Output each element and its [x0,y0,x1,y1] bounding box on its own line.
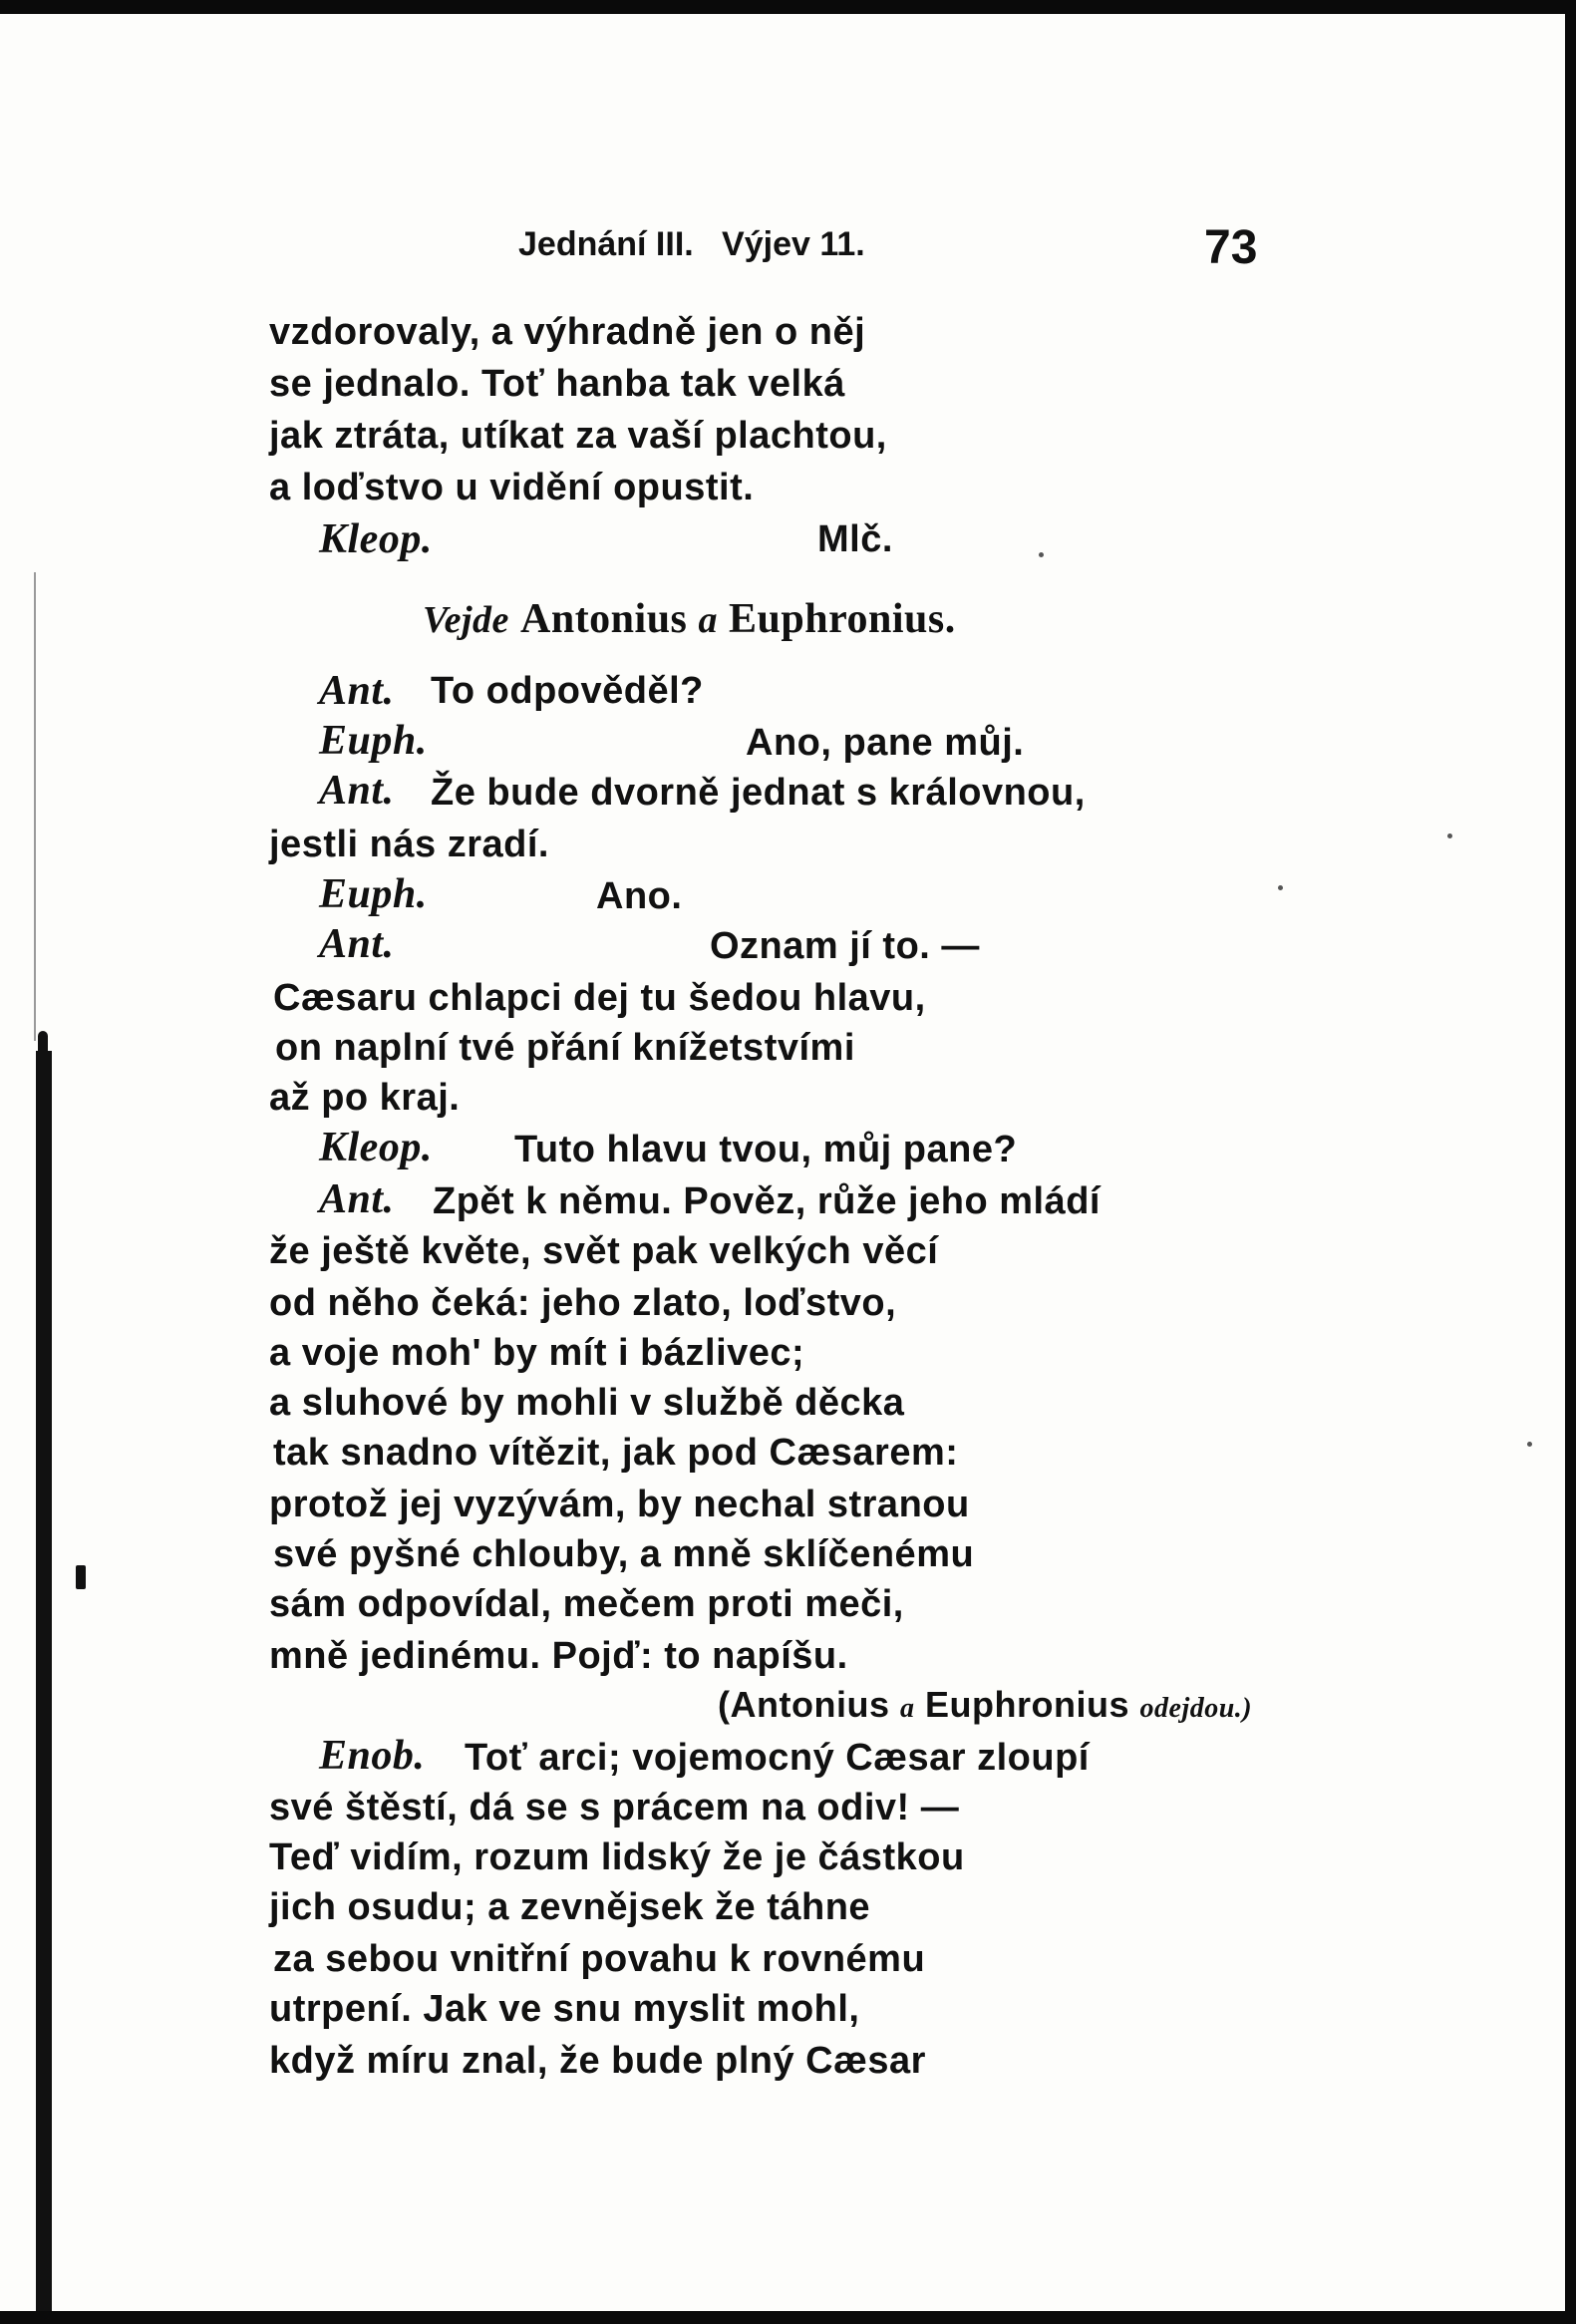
verse-line: Teď vidím, rozum lidský že je částkou [269,1836,965,1878]
verse-line: protož jej vyzývám, by nechal stranou [269,1484,970,1525]
speaker-name: Kleop. [319,516,433,562]
verse-line: jich osudu; a zevnějsek že táhne [269,1886,871,1928]
verse-line: své štěstí, dá se s prácem na odiv! — [269,1787,960,1828]
stage-direction [718,1684,1253,1725]
paper-speck [1039,552,1044,557]
speaker-name: Kleop. [319,1125,433,1170]
verse-line: Zpět k němu. Pověz, růže jeho mládí [433,1180,1101,1222]
verse-line: od něho čeká: jeho zlato, loďstvo, [269,1282,897,1324]
verse-line: jestli nás zradí. [269,824,549,865]
verse-line: Oznam jí to. — [710,925,980,967]
character-name: Antonius [520,596,688,642]
verse-line: Mlč. [817,518,893,560]
verse-line: sám odpovídal, mečem proti meči, [269,1583,904,1625]
verse-line: a voje moh' by mít i bázlivec; [269,1332,805,1374]
verse-line: až po kraj. [269,1077,461,1119]
paper-speck [1447,833,1452,838]
verse-line: on naplní tvé přání knížetstvími [275,1027,855,1069]
verse-line: když míru znal, že bude plný Cæsar [269,2040,926,2082]
verse-line: za sebou vnitřní povahu k rovnému [273,1938,926,1980]
speaker-name: Ant. [319,668,395,714]
verse-line: Tuto hlavu tvou, můj pane? [514,1129,1018,1170]
binding-edge-line [34,572,36,1041]
verse-line: tak snadno vítězit, jak pod Cæsarem: [273,1432,959,1474]
verse-line: že ještě květe, svět pak velkých věcí [269,1230,939,1272]
speaker-name: Enob. [319,1733,426,1779]
speaker-name: Euph. [319,718,428,764]
verse-line: jak ztráta, utíkat za vaší plachtou, [269,415,887,457]
character-name: Euphronius. [729,596,956,642]
book-page [0,14,1565,2311]
verse-line: a loďstvo u vidění opustit. [269,467,755,508]
stage-direction [423,598,956,640]
paper-speck [1278,885,1283,890]
paper-speck [1527,1442,1532,1447]
verse-line: mně jedinému. Pojď: to napíšu. [269,1635,848,1677]
verse-line: a sluhové by mohli v službě děcka [269,1382,905,1424]
stage-direction-verb: odejdou.) [1139,1693,1253,1724]
running-header: Jednání III. Výjev 11. [518,225,865,263]
character-name: Euphronius [925,1684,1129,1725]
verse-line: Že bude dvorně jednat s královnou, [431,772,1086,814]
page-number: 73 [1204,221,1258,274]
stage-direction-verb: Vejde [423,599,509,641]
binding-edge-shadow [36,1051,52,2311]
stage-direction-conj: a [899,1693,915,1724]
verse-line: To odpověděl? [431,670,704,712]
verse-line: Ano, pane můj. [746,722,1025,764]
stage-direction-text: (Antonius [718,1684,890,1725]
stage-direction-conj: a [698,599,718,641]
verse-line: se jednalo. Toť hanba tak velká [269,363,845,405]
speaker-name: Ant. [319,921,395,967]
verse-line: utrpení. Jak ve snu myslit mohl, [269,1988,860,2030]
speaker-name: Ant. [319,768,395,814]
speaker-name: Ant. [319,1176,395,1222]
verse-line: Toť arci; vojemocný Cæsar zloupí [465,1737,1090,1779]
speaker-name: Euph. [319,871,428,917]
verse-line: Ano. [596,875,683,917]
binding-mark [76,1565,86,1589]
verse-line: své pyšné chlouby, a mně sklíčenému [273,1533,975,1575]
verse-line: vzdorovaly, a výhradně jen o něj [269,311,866,353]
verse-line: Cæsaru chlapci dej tu šedou hlavu, [273,977,926,1019]
